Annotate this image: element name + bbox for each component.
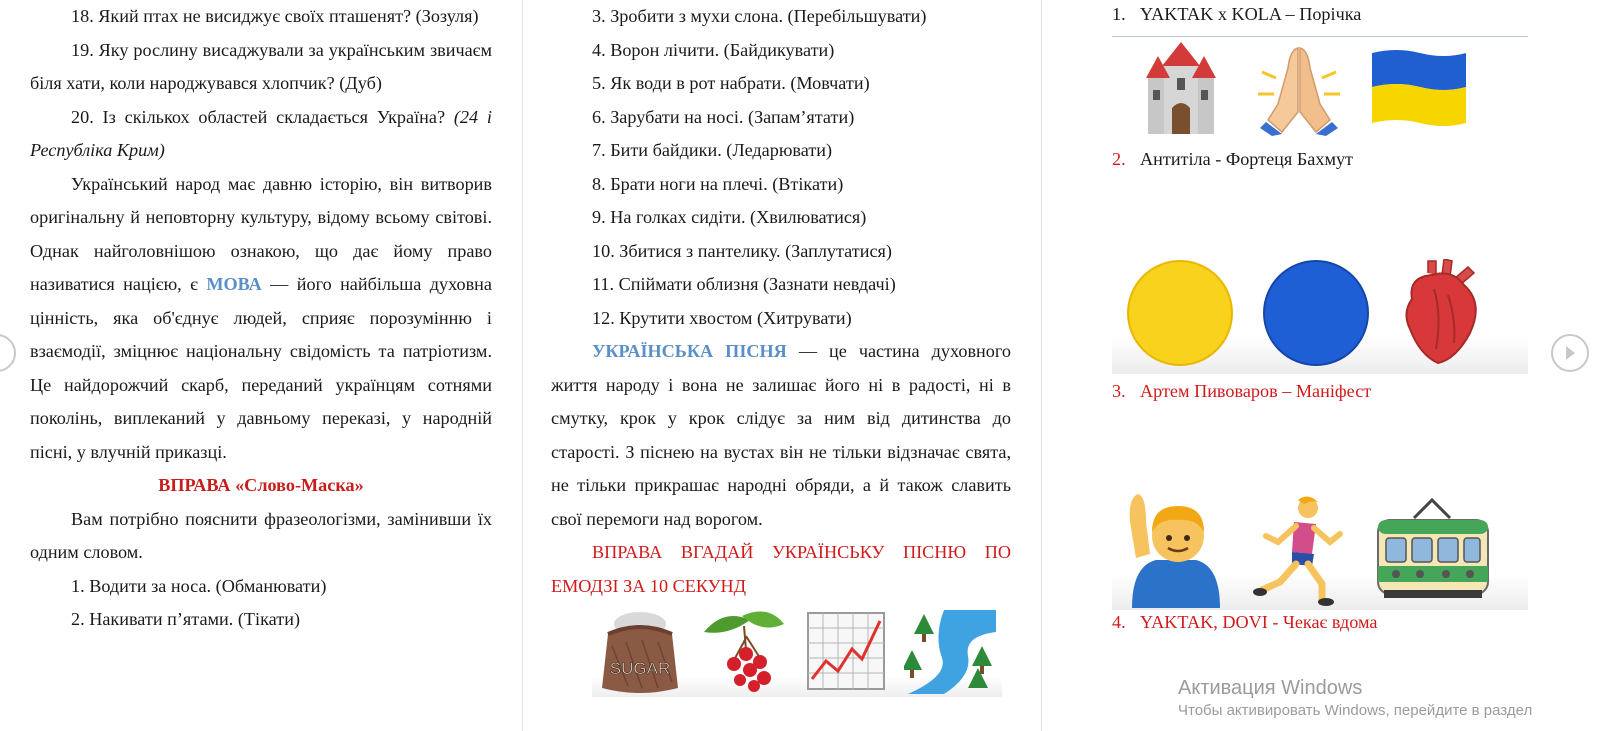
sugar-sack-icon: [598, 606, 682, 696]
list-item: 1. Водити за носа. (Обманювати): [71, 575, 327, 596]
song-title: Антитіла - Фортеця Бахмут: [1140, 149, 1353, 169]
blue-circle-icon: [1262, 259, 1370, 367]
list-item: 11. Спіймати облизня (Зазнати невдачі): [592, 274, 896, 294]
right-column: [1112, 0, 1532, 731]
emoji-row-song-2: [1112, 252, 1528, 374]
song-item-1: [1112, 0, 1361, 31]
paragraph-start: Український народ має давню історію, він витворив оригінальну й неповторну культуру, відому всьому світові. Однак найголовнішою ознакою, що дає йому право називатися нацією, є: [30, 173, 492, 294]
paragraph-end: — його найбільша духовна цінність, яка об'єднує людей, сприяє порозумінню і взаємодії, зміцнює національну свідомість та патріотизм. Це найдорожчий скарб, переданий українцям сотнями поколінь, виплеканий у давньому переказі, у народній пісні, у влучній приказці.: [30, 274, 492, 462]
column-separator: [522, 0, 523, 731]
exercise-title-guess-song: ВПРАВА ВГАДАЙ УКРАЇНСЬКУ ПІСНЮ ПО ЕМОДЗІ ЗА 10 СЕКУНД: [551, 542, 1011, 596]
emoji-row-song-1: [1134, 42, 1468, 136]
sugar-label: SUGAR: [609, 659, 671, 678]
left-column: [30, 0, 492, 731]
ukraine-flag-icon: [1370, 47, 1468, 131]
list-item: 12. Крутити хвостом (Хитрувати): [592, 307, 852, 328]
list-item: 3. Зробити з мухи слона. (Перебільшувати): [592, 6, 927, 26]
previous-arrow-icon: [0, 336, 14, 370]
person-running-icon: [1252, 494, 1348, 606]
divider: [1112, 36, 1528, 37]
question-18: 18. Який птах не висиджує своїх пташенят? (Зозуля): [71, 6, 479, 26]
list-item: 9. На голках сидіти. (Хвилюватися): [592, 207, 867, 227]
song-item-2: [1112, 143, 1353, 176]
song-title: YAKTAK x KOLA – Порічка: [1140, 4, 1362, 24]
tram-car-icon: [1374, 498, 1492, 602]
yellow-circle-icon: [1126, 259, 1234, 367]
language-paragraph: [30, 168, 492, 470]
man-raising-hand-icon: [1126, 492, 1226, 608]
keyword-ukrainian-song: УКРАЇНСЬКА ПІСНЯ: [592, 341, 787, 361]
river-map-icon: [904, 606, 996, 696]
list-item: 7. Бити байдики. (Ледарювати): [592, 140, 833, 160]
castle-icon: [1134, 42, 1228, 136]
song-number: 2.: [1112, 149, 1126, 169]
song-paragraph-text: — це частина духовного життя народу і вона не залишає його ні в радості, ні в смутку, крок у крок слідує за ним від дитинства до старості. З піснею на вустах він не тільки відзначає свята, не тільки прикрашає народні обряди, а й також славить свої перемоги над ворогом.: [551, 341, 1011, 529]
song-number: 4.: [1112, 612, 1126, 632]
previous-page-button[interactable]: [0, 334, 16, 372]
song-paragraph: [551, 335, 1011, 536]
watermark-subtitle: Чтобы активировать Windows, перейдите в раздел: [1178, 702, 1533, 719]
song-title: Артем Пивоваров – Маніфест: [1140, 381, 1372, 401]
exercise-intro: Вам потрібно пояснити фразеологізми, замінивши їх одним словом.: [30, 508, 492, 562]
song-number: 1.: [1112, 4, 1126, 24]
question-20-answer: (24 і Республіка Крим): [30, 106, 492, 160]
song-title: YAKTAK, DOVI - Чекає вдома: [1140, 612, 1378, 632]
anatomical-heart-icon: [1398, 259, 1482, 367]
emoji-row-song-3: [1112, 490, 1528, 610]
song-number: 3.: [1112, 381, 1126, 401]
middle-column: [551, 0, 1011, 731]
song-item-3: [1112, 375, 1371, 408]
list-item: 2. Накивати п’ятами. (Тікати): [71, 609, 300, 629]
folded-hands-icon: [1252, 42, 1346, 136]
next-arrow-icon: [1553, 336, 1587, 370]
viburnum-berries-icon: [698, 606, 788, 696]
list-item: 8. Брати ноги на плечі. (Втікати): [592, 173, 844, 194]
emoji-row-song-hint: [592, 605, 1002, 697]
list-item: 5. Як води в рот набрати. (Мовчати): [592, 73, 870, 93]
question-19: 19. Яку рослину висаджували за українським звичаєм біля хати, коли народжувався хлопчик? (Дуб): [30, 39, 492, 93]
song-item-4: [1112, 606, 1377, 639]
windows-activation-watermark: [1178, 675, 1532, 721]
exercise-title-word-mask: ВПРАВА «Слово-Маска»: [158, 475, 364, 495]
keyword-mova: МОВА: [206, 274, 262, 294]
chart-increasing-icon: [804, 609, 888, 693]
question-20: [30, 101, 492, 168]
watermark-title: Активация Windows: [1178, 677, 1363, 699]
list-item: 4. Ворон лічити. (Байдикувати): [592, 39, 835, 60]
column-separator: [1041, 0, 1042, 731]
next-page-button[interactable]: [1551, 334, 1589, 372]
question-20-text: 20. Із скількох областей складається Україна?: [71, 106, 454, 127]
list-item: 10. Збитися з пантелику. (Заплутатися): [592, 240, 892, 261]
list-item: 6. Зарубати на носі. (Запам’ятати): [592, 106, 855, 127]
